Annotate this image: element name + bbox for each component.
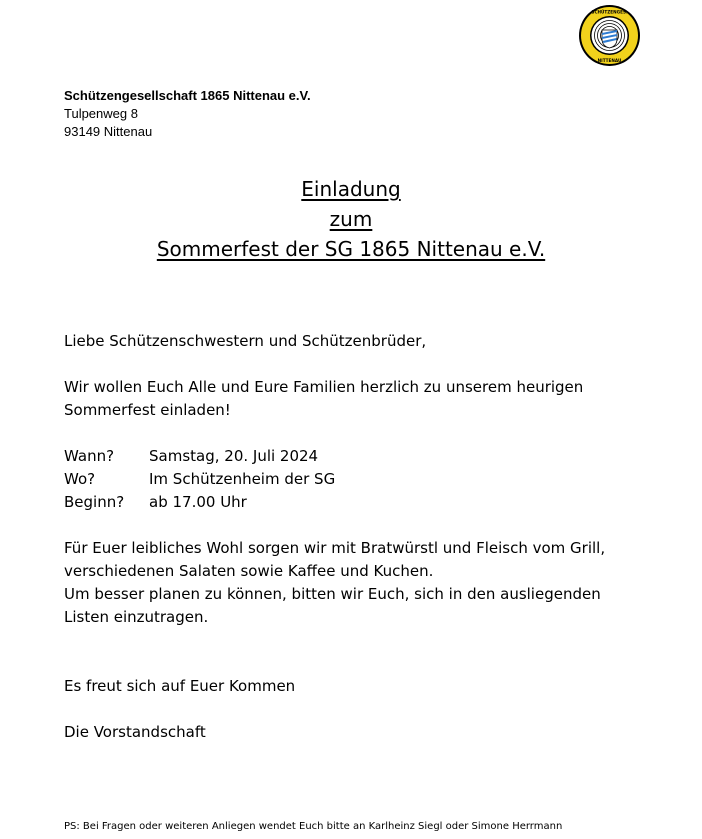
postscript: PS: Bei Fragen oder weiteren Anliegen wendet Euch bitte an Karlheinz Siegl oder Simone Herrmann bbox=[64, 821, 563, 832]
closing: Es freut sich auf Euer Kommen bbox=[64, 677, 296, 695]
intro-line-2: Sommerfest einladen! bbox=[64, 401, 231, 419]
title-line-2: zum bbox=[329, 207, 373, 231]
detail-key: Beginn? bbox=[64, 493, 125, 511]
sender-org: Schützengesellschaft 1865 Nittenau e.V. bbox=[64, 88, 311, 103]
svg-text:SCHÜTZENGES.: SCHÜTZENGES. bbox=[591, 9, 628, 15]
food-line-4: Listen einzutragen. bbox=[64, 608, 209, 626]
detail-start bbox=[64, 491, 664, 514]
title-line-3: Sommerfest der SG 1865 Nittenau e.V. bbox=[156, 237, 546, 261]
signature: Die Vorstandschaft bbox=[64, 723, 206, 741]
food-line-2: verschiedenen Salaten sowie Kaffee und Kuchen. bbox=[64, 562, 434, 580]
detail-value: ab 17.00 Uhr bbox=[149, 493, 247, 511]
sender-address bbox=[64, 87, 311, 141]
letter-body bbox=[64, 330, 664, 744]
sender-street: Tulpenweg 8 bbox=[64, 106, 138, 121]
club-logo bbox=[578, 4, 641, 67]
detail-key: Wann? bbox=[64, 447, 115, 465]
invitation-title bbox=[0, 174, 702, 264]
greeting: Liebe Schützenschwestern und Schützenbrüder, bbox=[64, 332, 427, 350]
detail-value: Im Schützenheim der SG bbox=[149, 470, 336, 488]
target-with-bavarian-shield-icon bbox=[578, 4, 641, 67]
sender-city: 93149 Nittenau bbox=[64, 124, 153, 139]
intro-line-1: Wir wollen Euch Alle und Eure Familien herzlich zu unserem heurigen bbox=[64, 378, 584, 396]
food-line-1: Für Euer leibliches Wohl sorgen wir mit Bratwürstl und Fleisch vom Grill, bbox=[64, 539, 606, 557]
detail-when bbox=[64, 445, 664, 468]
svg-text:NITTENAU: NITTENAU bbox=[597, 58, 622, 63]
food-line-3: Um besser planen zu können, bitten wir Euch, sich in den ausliegenden bbox=[64, 585, 601, 603]
detail-key: Wo? bbox=[64, 470, 96, 488]
detail-where bbox=[64, 468, 664, 491]
title-line-1: Einladung bbox=[301, 177, 401, 201]
detail-value: Samstag, 20. Juli 2024 bbox=[149, 447, 319, 465]
